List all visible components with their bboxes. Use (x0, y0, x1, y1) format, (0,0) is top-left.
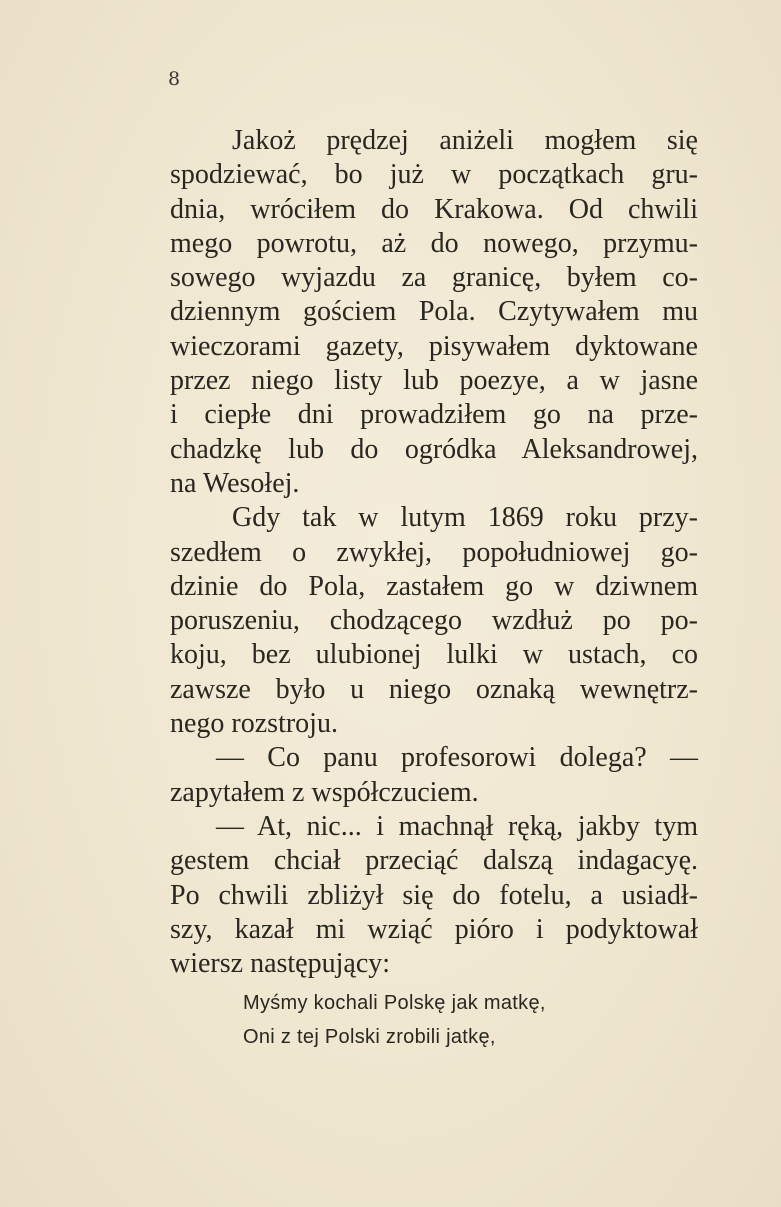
text-line: Gdy tak w lutym 1869 roku przy- (232, 502, 698, 534)
text-line: — Co panu profesorowi dolega? — (216, 742, 698, 774)
verse-line: Myśmy kochali Polskę jak matkę, (243, 992, 546, 1014)
page-number: 8 (168, 68, 181, 90)
text-line: dziennym gościem Pola. Czytywałem mu (170, 296, 698, 328)
verse-block (243, 986, 546, 1054)
text-line: — At, nic... i machnął ręką, jakby tym (216, 810, 698, 842)
text-line: gestem chciał przeciąć dalszą indagacyę. (170, 845, 698, 877)
text-line: przez niego listy lub poezye, a w jasne (170, 365, 698, 397)
text-line: spodziewać, bo już w początkach gru- (170, 159, 698, 191)
text-line: szedłem o zwykłej, popołudniowej go- (170, 536, 698, 568)
text-line: zapytałem z współczuciem. (170, 776, 479, 808)
text-line: dzinie do Pola, zastałem go w dziwnem (170, 570, 698, 602)
text-line: wieczorami gazety, pisywałem dyktowane (170, 330, 698, 362)
text-line: mego powrotu, aż do nowego, przymu- (170, 227, 698, 259)
text-line: na Wesołej. (170, 467, 300, 499)
verse-line: Oni z tej Polski zrobili jatkę, (243, 1026, 496, 1048)
text-line: zawsze było u niego oznaką wewnętrz- (170, 673, 698, 705)
text-line: chadzkę lub do ogródka Aleksandrowej, (170, 433, 698, 465)
text-line: sowego wyjazdu za granicę, byłem co- (170, 262, 698, 294)
text-line: dnia, wróciłem do Krakowa. Od chwili (170, 193, 698, 225)
text-line: wiersz następujący: (170, 948, 391, 980)
text-line: Jakoż prędzej aniżeli mogłem się (232, 125, 698, 156)
text-line: koju, bez ulubionej lulki w ustach, co (170, 639, 698, 671)
body-text (170, 124, 698, 981)
text-line: poruszeniu, chodzącego wzdłuż po po- (170, 605, 698, 637)
text-line: nego rozstroju. (170, 708, 338, 740)
text-line: szy, kazał mi wziąć pióro i podyktował (170, 913, 698, 945)
text-line: Po chwili zbliżył się do fotelu, a usiadł- (170, 879, 698, 911)
text-line: i ciepłe dni prowadziłem go na prze- (170, 399, 698, 431)
